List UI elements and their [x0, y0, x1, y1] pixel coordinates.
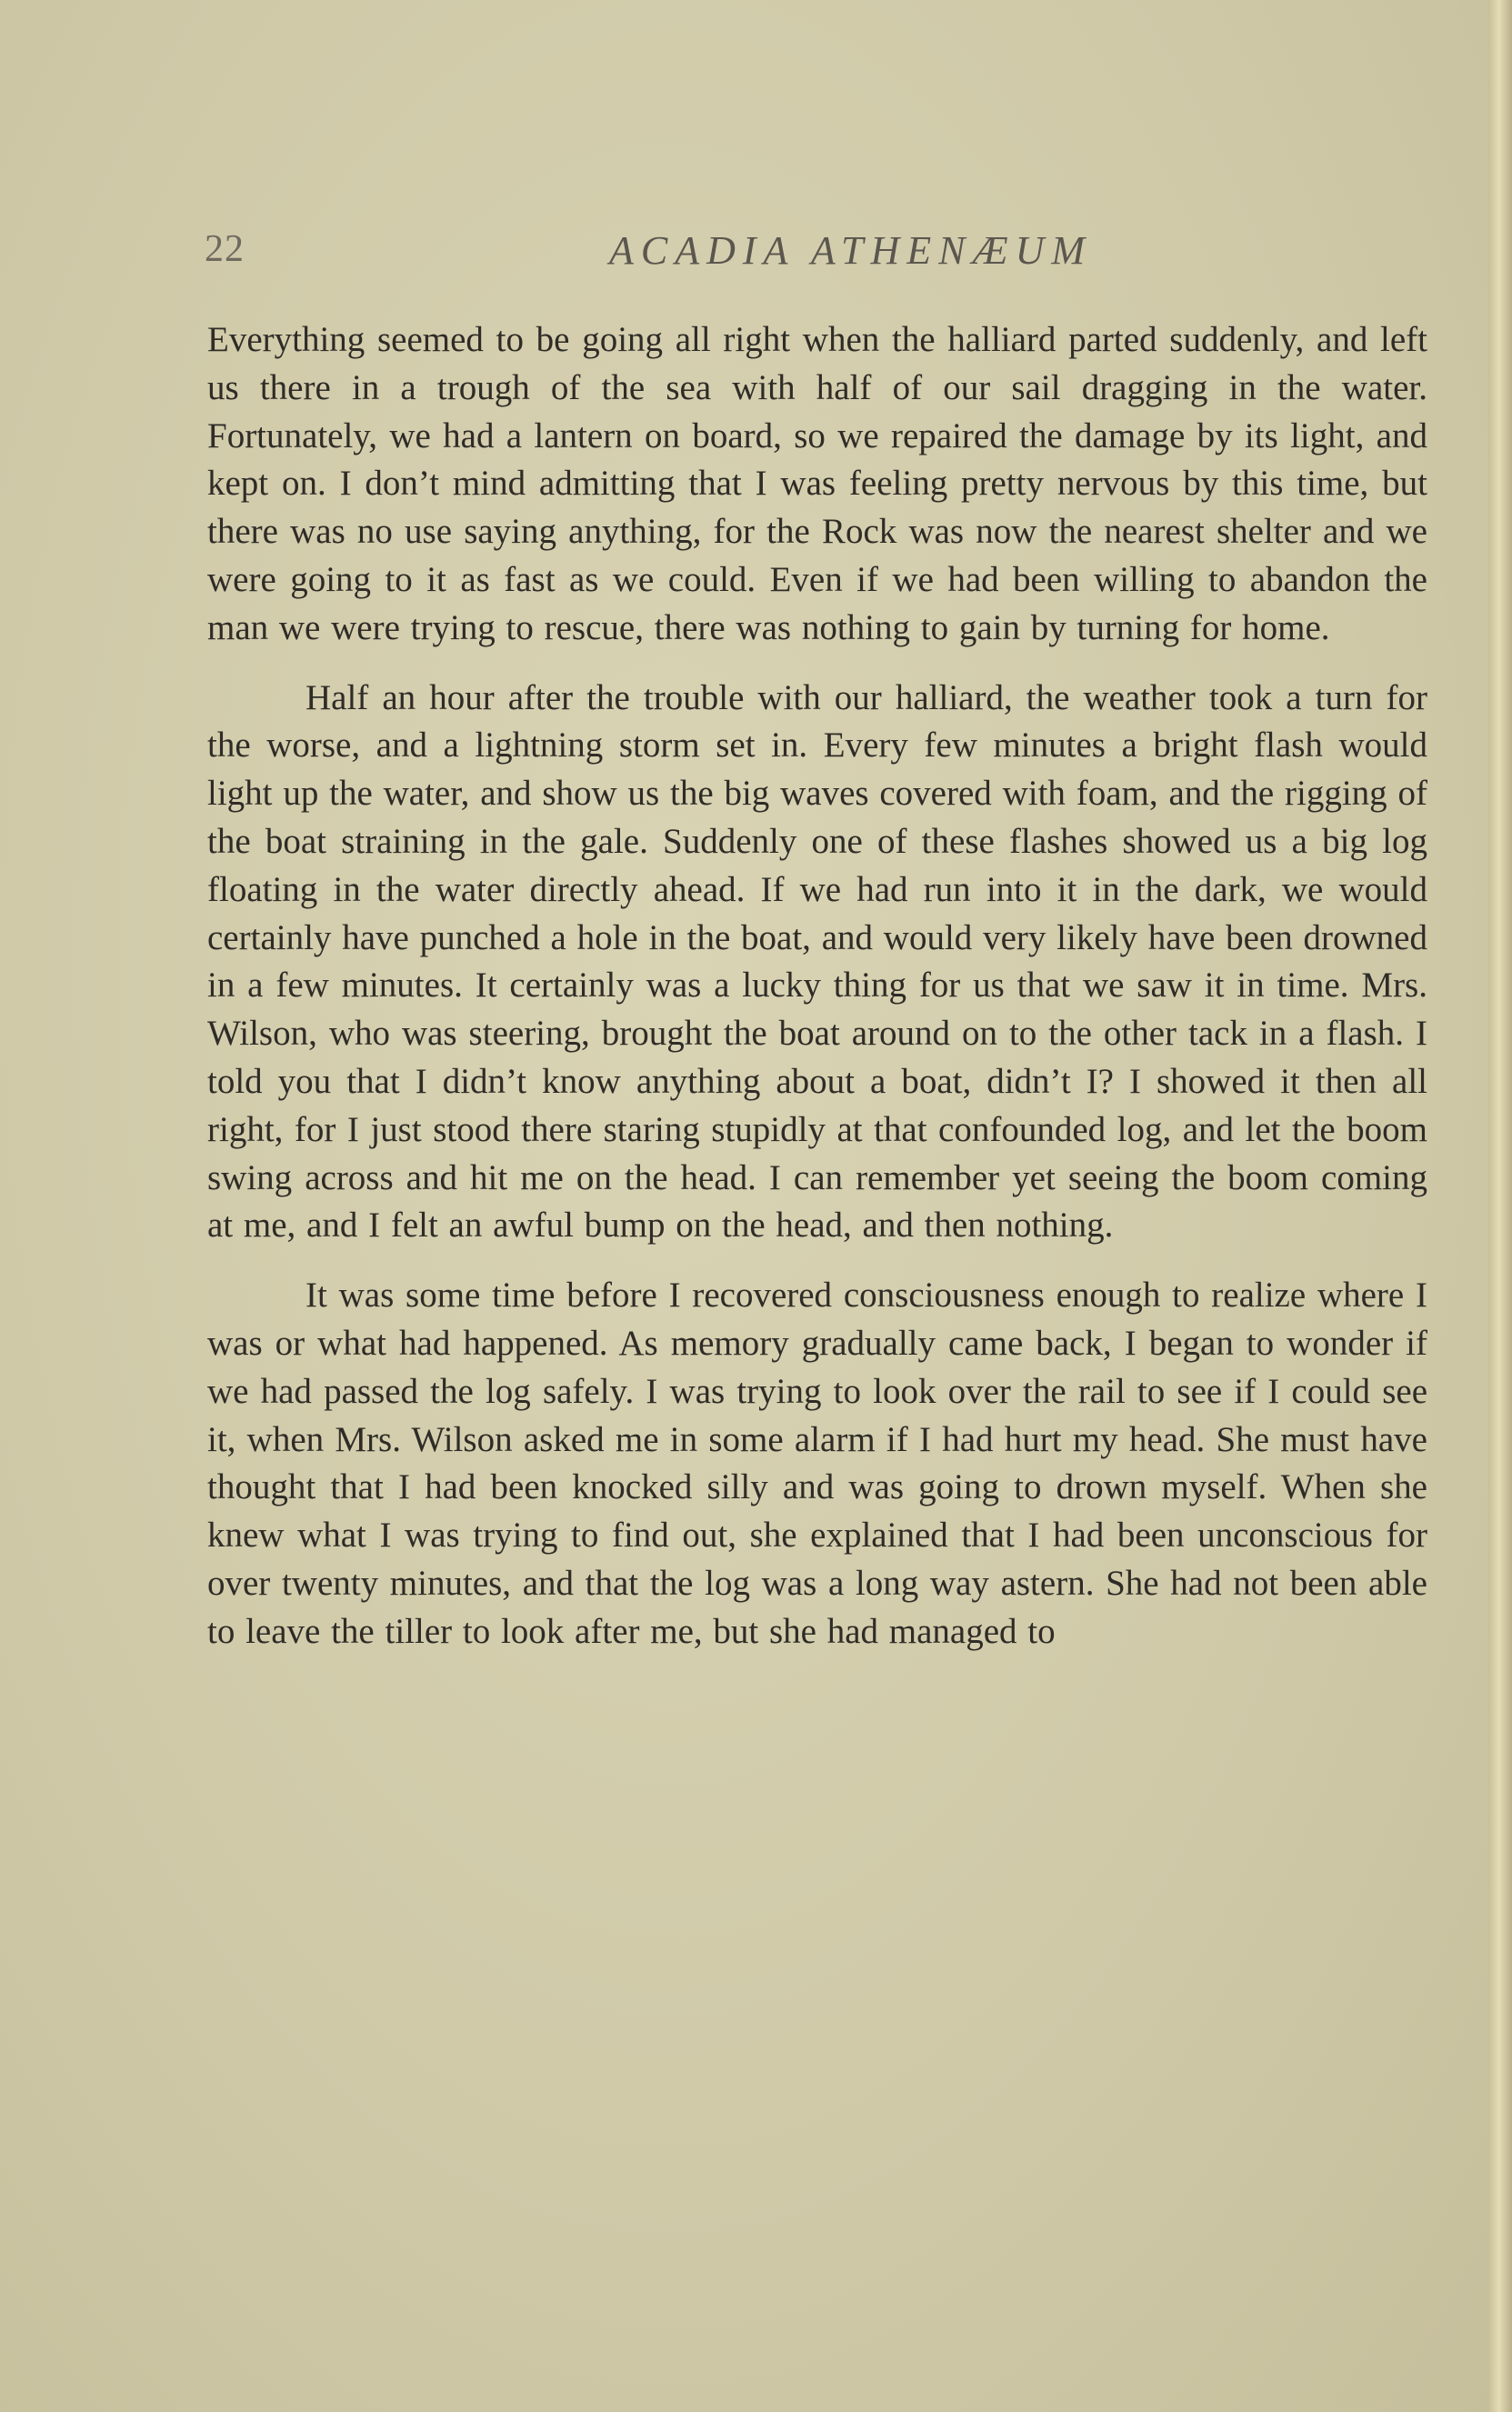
page-number: 22 — [205, 228, 245, 270]
journal-title: ACADIA ATHENÆUM — [609, 228, 1093, 273]
page-edge — [1488, 0, 1512, 2412]
running-head — [205, 227, 1432, 282]
paragraph-1: Everything seemed to be going all right when the halliard parted suddenly, and left us there in a trough of the sea with half of our sail dragging in the water. Fortunately, we had a lantern on board, so we repaired the damage by its light, and kept on. I don’t mind admitting that I was feeling pretty nervous by this time, but there was no use saying anything, for the Rock was now the nearest shelter and we were going to it as fast as we could. Even if we had been willing to abandon the man we were trying to rescue, there was nothing to gain by turning for home. — [207, 320, 1427, 647]
paragraph-2: Half an hour after the trouble with our halliard, the weather took a turn for the worse, and a lightning storm set in. Every few minutes a bright flash would light up the water, and show us the big waves covered with foam, and the rigging of the boat straining in the gale. Suddenly one of these flashes showed us a big log floating in the water directly ahead. If we had run into it in the dark, we would certainly have punched a hole in the boat, and would very likely have been drowned in a few minutes. It certainly was a lucky thing for us that we saw it in time. Mrs. Wilson, who was steering, brought the boat around on to the other tack in a flash. I told you that I didn’t know anything about a boat, didn’t I? I showed it then all right, for I just stood there staring stupidly at that confounded log, and let the boom swing across and hit me on the head. I can remember yet seeing the boom coming at me, and I felt an awful bump on the head, and then nothing. — [207, 677, 1427, 1246]
body-text — [207, 316, 1427, 1678]
paragraph-3: It was some time before I recovered consciousness enough to realize where I was or what had happened. As memory gradually came back, I began to wonder if we had passed the log safely. I was trying to look over the rail to see if I could see it, when Mrs. Wilson asked me in some alarm if I had hurt my head. She must have thought that I had been knocked silly and was going to drown myself. When she knew what I was trying to find out, she explained that I had been unconscious for over twenty minutes, and that the log was a long way astern. She had not been able to leave the tiller to look after me, but she had managed to — [207, 1276, 1427, 1651]
